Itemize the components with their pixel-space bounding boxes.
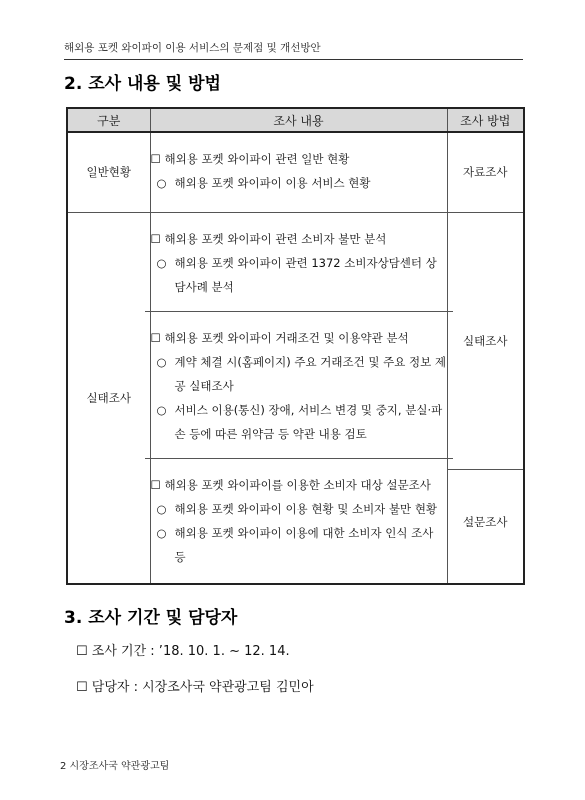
circle-bullet-icon: ○	[156, 402, 167, 417]
staff-line	[76, 676, 314, 695]
content-lead: ☐ 해외용 포켓 와이파이 거래조건 및 이용약관 분석	[150, 330, 409, 345]
content-cell	[150, 132, 447, 212]
column-header-content: 조사 내용	[150, 108, 447, 132]
category-cell: 실태조사	[67, 212, 150, 584]
method-label: 설문조사	[463, 514, 508, 529]
method-cell-bottom	[448, 470, 524, 574]
section-2-title: 2. 조사 내용 및 방법	[64, 74, 221, 94]
running-header: 해외용 포켓 와이파이 이용 서비스의 문제점 및 개선방안	[64, 40, 523, 60]
table-row	[67, 212, 524, 584]
content-lead: ☐ 해외용 포켓 와이파이 관련 소비자 불만 분석	[150, 231, 387, 246]
checkbox-square-icon: ☐	[150, 231, 161, 246]
checkbox-square-icon: ☐	[76, 680, 88, 695]
content-sub-item: ○ 해외용 포켓 와이파이 이용 현황 및 소비자 불만 현황	[151, 497, 447, 521]
checkbox-square-icon: ☐	[150, 152, 161, 166]
method-cell	[447, 212, 524, 584]
page-footer: 2 시장조사국 약관광고팀	[60, 761, 170, 772]
content-sub-item: ○ 서비스 이용(통신) 장애, 서비스 변경 및 중지, 분실·파손 등에 따른 위약금 등 약관 내용 검토	[151, 398, 447, 446]
content-cell	[150, 212, 447, 584]
circle-bullet-icon: ○	[156, 354, 167, 369]
content-lead: ☐ 해외용 포켓 와이파이 관련 일반 현황	[150, 152, 350, 166]
method-cell: 자료조사	[447, 132, 524, 212]
content-sub-item: ○ 계약 체결 시(홈페이지) 주요 거래조건 및 주요 정보 제공 실태조사	[151, 350, 447, 398]
circle-bullet-icon: ○	[156, 525, 167, 540]
method-label: 실태조사	[463, 333, 508, 348]
column-header-category: 구분	[67, 108, 150, 132]
content-lead: ☐ 해외용 포켓 와이파이를 이용한 소비자 대상 설문조사	[150, 477, 431, 492]
checkbox-square-icon: ☐	[76, 644, 88, 659]
section-3-title: 3. 조사 기간 및 담당자	[64, 608, 238, 628]
circle-bullet-icon: ○	[156, 255, 167, 270]
survey-table	[66, 107, 525, 585]
survey-period-text: 조사 기간 : ’18. 10. 1. ~ 12. 14.	[91, 644, 290, 659]
category-cell: 일반현황	[67, 132, 150, 212]
survey-period-line	[76, 640, 290, 659]
circle-bullet-icon: ○	[156, 176, 167, 190]
content-sub-item: ○ 해외용 포켓 와이파이 이용 서비스 현황	[151, 171, 447, 195]
table-header-row	[67, 108, 524, 132]
content-sub-item: ○ 해외용 포켓 와이파이 이용에 대한 소비자 인식 조사 등	[151, 521, 447, 569]
staff-text: 담당자 : 시장조사국 약관광고팀 김민아	[91, 680, 314, 695]
checkbox-square-icon: ☐	[150, 330, 161, 345]
checkbox-square-icon: ☐	[150, 477, 161, 492]
column-header-method: 조사 방법	[447, 108, 524, 132]
method-cell-top	[448, 213, 524, 470]
circle-bullet-icon: ○	[156, 501, 167, 516]
table-row	[67, 132, 524, 212]
content-sub-item: ○ 해외용 포켓 와이파이 관련 1372 소비자상담센터 상담사례 분석	[151, 251, 447, 299]
